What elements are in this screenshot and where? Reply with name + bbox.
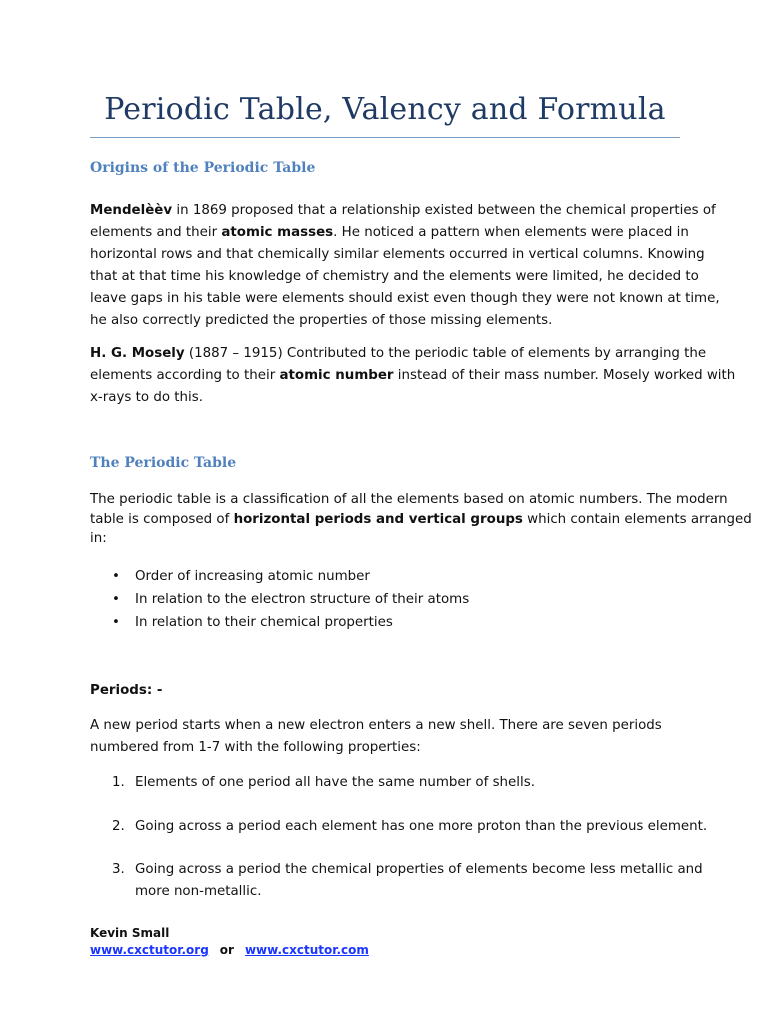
text-line [90,510,752,530]
bold-term: H. G. Mosely [90,346,185,361]
bullet-icon: • [112,592,120,607]
text-span: which contain elements arranged [522,511,752,527]
text-span: elements according to their [90,368,280,383]
list-item-text: Order of increasing atomic number [135,569,370,584]
list-number: 1. [112,775,125,790]
list-item [90,816,735,839]
bullet-icon: • [112,569,120,584]
list-item [90,612,469,635]
bold-term: atomic number [279,368,394,383]
bullet-icon: • [112,615,120,630]
periods-label: Periods: - [90,683,163,698]
section-heading-origins: Origins of the Periodic Table [90,160,316,176]
text-line [90,200,716,222]
text-span: table is composed of [90,511,234,527]
bold-term: atomic masses [221,225,334,240]
text-line: numbered from 1-7 with the following properties: [90,740,421,755]
paragraph-periods-intro [90,715,690,759]
footer-separator: or [219,943,234,957]
bold-term: horizontal periods and vertical groups [233,511,523,527]
list-item-text: Elements of one period all have the same number of shells. [135,775,535,790]
section-heading-periodic-table: The Periodic Table [90,455,237,471]
page-title: Periodic Table, Valency and Formula [104,92,666,127]
footer-link-com[interactable]: www.cxctutor.com [244,943,369,957]
paragraph-mendeleev [90,200,720,332]
text-span: in 1869 proposed that a relationship existed between the chemical properties of [172,203,716,218]
list-item [90,772,735,795]
list-item-text: In relation to their chemical properties [135,615,393,630]
text-line: A new period starts when a new electron enters a new shell. There are seven periods [90,718,662,733]
text-span: (1887 – 1915) Contributed to the periodic table of elements by arranging the [184,346,707,361]
text-line: x-rays to do this. [90,390,203,405]
text-line: The periodic table is a classification of all the elements based on atomic numbers. The modern [90,492,728,507]
text-line: he also correctly predicted the properties of those missing elements. [90,313,553,328]
footer-author: Kevin Small [90,926,170,940]
text-line: horizontal rows and that chemically similar elements occurred in vertical columns. Knowing [90,247,705,262]
footer-links [90,943,369,957]
list-item-text: Going across a period each element has one more proton than the previous element. [135,819,708,834]
list-item [90,589,469,612]
text-line [90,343,707,365]
text-line: that at that time his knowledge of chemistry and the elements were limited, he decided to [90,269,699,284]
text-line [90,222,690,244]
text-span: . He noticed a pattern when elements were placed in [333,225,689,240]
text-line: leave gaps in his table were elements should exist even though they were not known at time, [90,291,720,306]
list-item-text: more non-metallic. [135,884,262,899]
list-number: 3. [112,862,125,877]
bold-term: Mendelèèv [90,203,173,218]
title-divider [90,137,680,138]
footer-link-org[interactable]: www.cxctutor.org [90,943,209,957]
list-item-text: In relation to the electron structure of their atoms [135,592,470,607]
paragraph-mosely [90,343,736,409]
text-span: instead of their mass number. Mosely worked with [393,368,736,383]
text-line [90,365,736,387]
text-line: in: [90,531,107,546]
paragraph-classification [90,490,752,549]
list-item-text: Going across a period the chemical properties of elements become less metallic and [135,862,703,877]
bullet-list [90,566,469,635]
list-number: 2. [112,819,125,834]
list-item [90,566,469,589]
list-item [90,859,735,905]
text-span: elements and their [90,225,222,240]
